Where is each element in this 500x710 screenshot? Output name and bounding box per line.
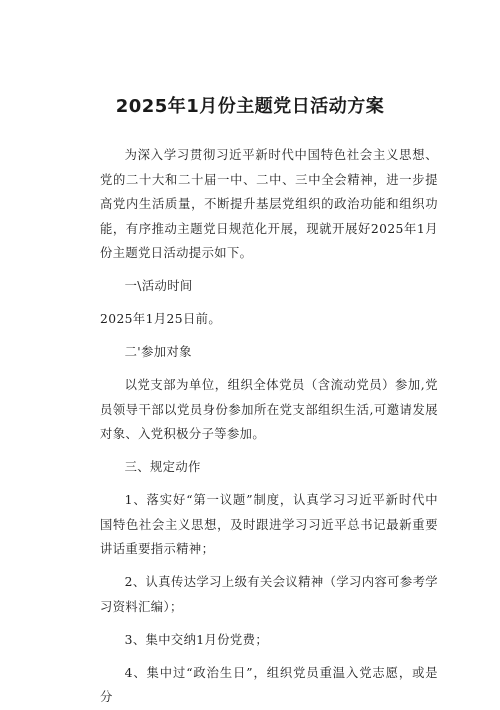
action-item-1: 1、落实好“第一议题”制度，认真学习习近平新时代中国特色社会主义思想，及时跟进学习习近平总书记最新重要讲话重要指示精神； [100,493,438,556]
activity-time-text: 2025年1月25日前。 [100,312,222,326]
section-heading-participants: 二'参加对象 [124,345,192,359]
section-heading-required-actions: 三、规定动作 [124,460,201,474]
action-item-2: 2、认真传达学习上级有关会议精神（学习内容可参考学习资料汇编）； [100,575,438,614]
participants-paragraph: 以党支部为单位，组织全体党员（含流动党员）参加,党员领导干部以党员身份参加所在党支部组织生活,可邀请发展对象、入党积极分子等参加。 [100,378,438,441]
action-item-4: 4、集中过“政治生日”，组织党员重温入党志愿，或是分 [100,665,438,704]
section-heading-activity-time: 一\活动时间 [124,279,193,293]
intro-paragraph: 为深入学习贯彻习近平新时代中国特色社会主义思想、党的二十大和二十届一中、二中、三中全会精神，进一步提高党内生活质量，不断提升基层党组织的政治功能和组织功能，有序推动主题党日规范化开展，现就开展好2025年1月份主题党日活动提示如下。 [100,148,438,260]
document-body [100,143,438,710]
document-title: 2025年1月份主题党日活动方案 [115,96,385,117]
action-item-3: 3、集中交纳1月份党费； [124,632,269,647]
